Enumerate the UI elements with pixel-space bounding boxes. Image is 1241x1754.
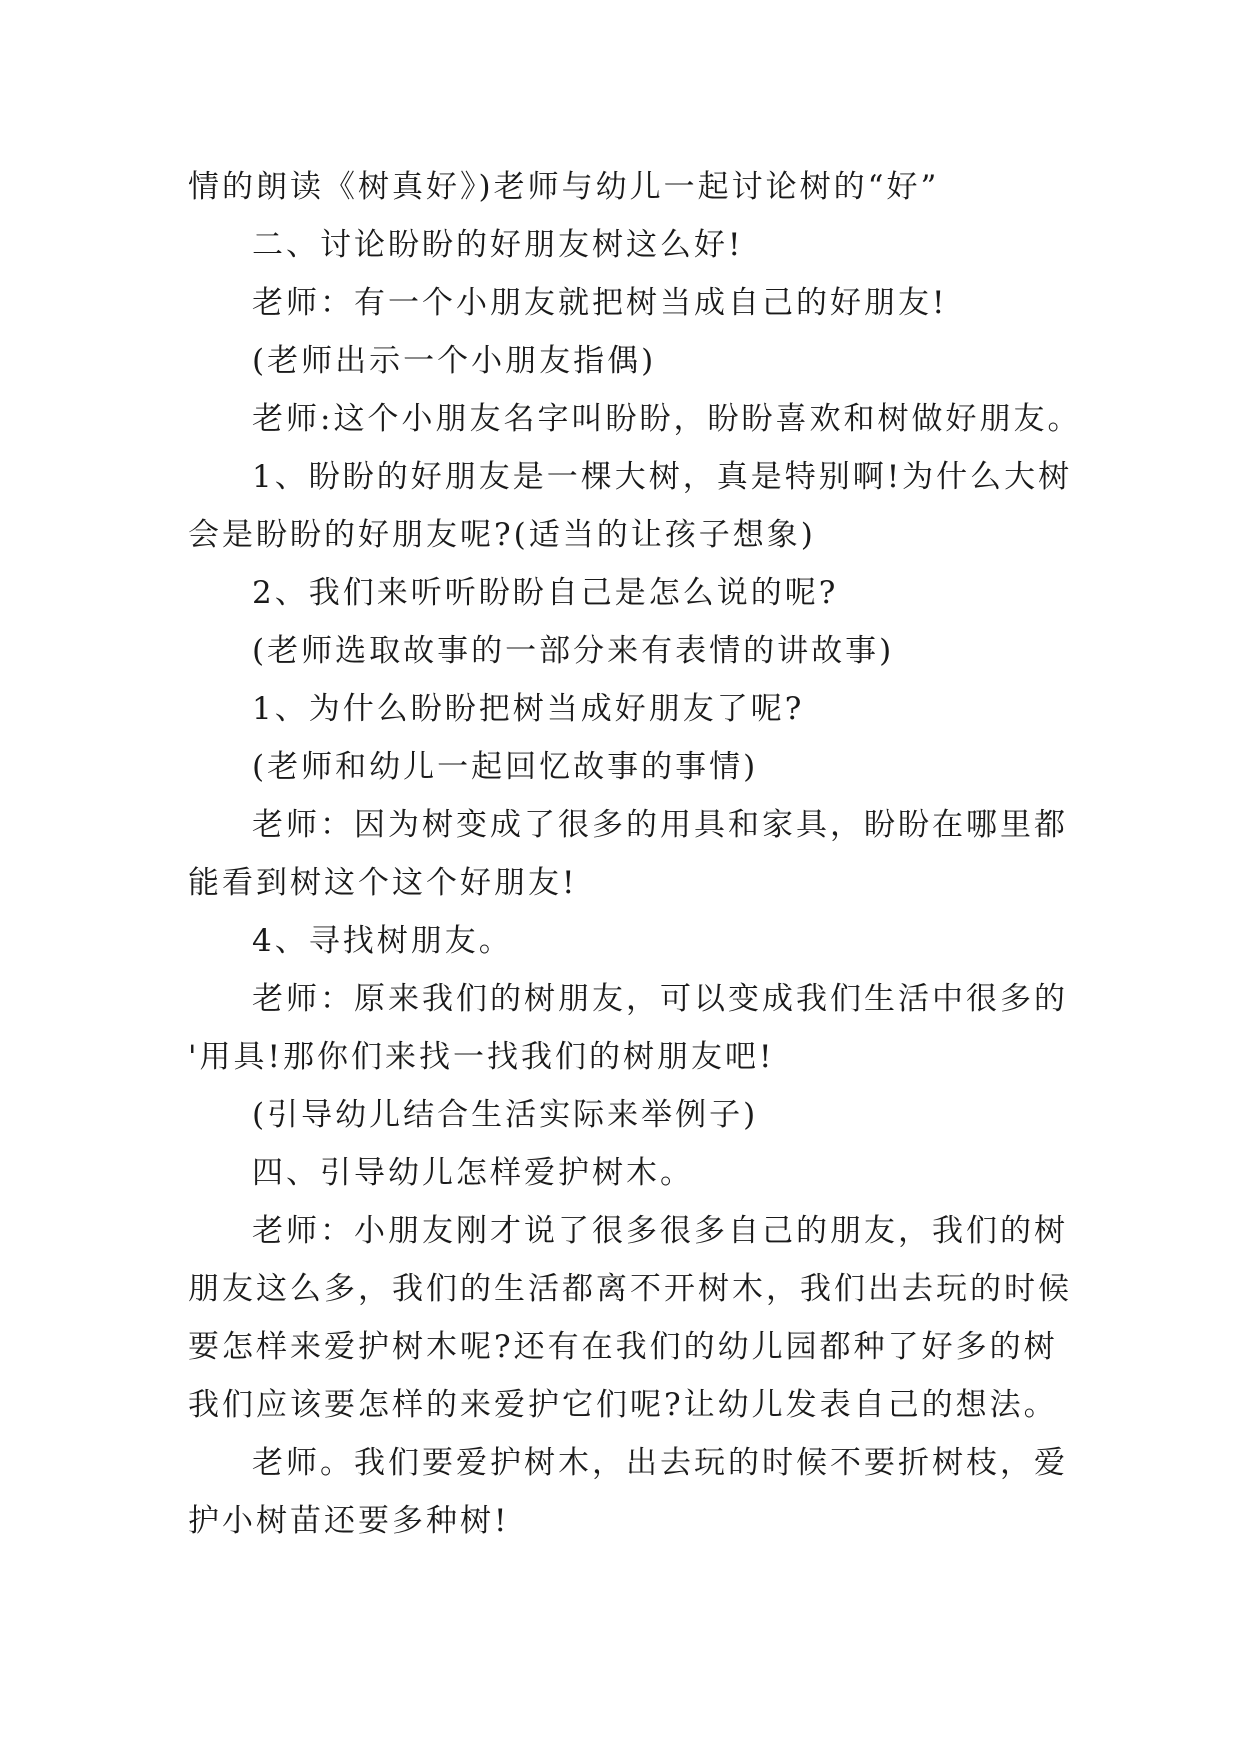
text-line: 1、盼盼的好朋友是一棵大树，真是特别啊!为什么大树 — [252, 459, 1073, 495]
text-line: 朋友这么多，我们的生活都离不开树木，我们出去玩的时候 — [188, 1271, 1072, 1307]
text-line: 我们应该要怎样的来爱护它们呢?让幼儿发表自己的想法。 — [188, 1387, 1058, 1423]
text-line: 四、引导幼儿怎样爱护树木。 — [252, 1155, 694, 1191]
text-line: 老师。我们要爱护树木，出去玩的时候不要折树枝，爱 — [252, 1445, 1068, 1481]
text-line: (老师出示一个小朋友指偶) — [252, 343, 657, 379]
text-line: '用具!那你们来找一找我们的树朋友吧! — [188, 1039, 775, 1075]
text-line: (老师和幼儿一起回忆故事的事情) — [252, 749, 759, 785]
text-line: 会是盼盼的好朋友呢?(适当的让孩子想象) — [188, 517, 816, 553]
text-line: 老师:这个小朋友名字叫盼盼，盼盼喜欢和树做好朋友。 — [252, 401, 1082, 437]
text-line: 老师：原来我们的树朋友，可以变成我们生活中很多的 — [252, 981, 1068, 1017]
text-line: 1、为什么盼盼把树当成好朋友了呢? — [252, 691, 805, 727]
text-line: 老师：因为树变成了很多的用具和家具，盼盼在哪里都 — [252, 807, 1068, 843]
document-body — [188, 158, 1082, 1550]
text-line: 二、讨论盼盼的好朋友树这么好! — [252, 227, 744, 263]
text-line: (老师选取故事的一部分来有表情的讲故事) — [252, 633, 895, 669]
text-line: 要怎样来爱护树木呢?还有在我们的幼儿园都种了好多的树 — [188, 1329, 1058, 1365]
text-line: 老师：有一个小朋友就把树当成自己的好朋友! — [252, 285, 948, 321]
text-line: 能看到树这个这个好朋友! — [188, 865, 578, 901]
text-line: 护小树苗还要多种树! — [188, 1503, 510, 1539]
text-line: 4、寻找树朋友。 — [252, 923, 513, 959]
text-line: (引导幼儿结合生活实际来举例子) — [252, 1097, 759, 1133]
text-line: 2、我们来听听盼盼自己是怎么说的呢? — [252, 575, 839, 611]
text-line: 情的朗读《树真好》)老师与幼儿一起讨论树的“好” — [188, 169, 940, 205]
text-line: 老师：小朋友刚才说了很多很多自己的朋友，我们的树 — [252, 1213, 1068, 1249]
